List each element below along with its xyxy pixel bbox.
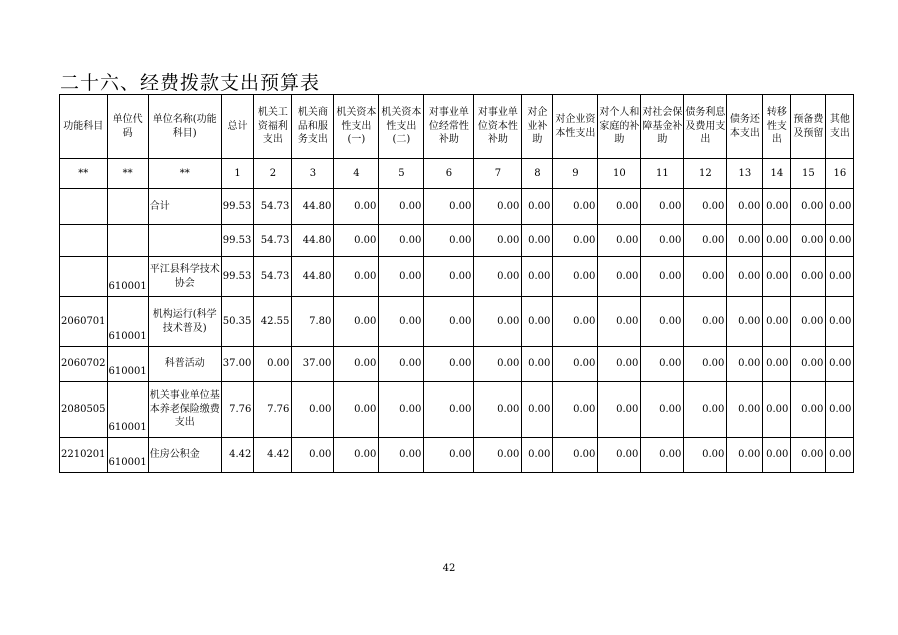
func-code-cell: 2060701: [60, 297, 108, 347]
func-code-cell: 2080505: [60, 382, 108, 438]
header-cell: 对个人和家庭的补助: [598, 95, 641, 159]
unit-name-cell: 科普活动: [148, 347, 221, 382]
unit-code-cell: 610001: [107, 382, 148, 438]
header-cell: 机关资本性支出(一): [334, 95, 379, 159]
header-cell: 债务还本支出: [727, 95, 763, 159]
index-cell: 8: [522, 159, 553, 189]
value-cell: 0.00: [424, 347, 474, 382]
value-cell: 0.00: [553, 382, 598, 438]
total-cell: 99.53: [221, 257, 254, 297]
unit-name-cell: 合计: [148, 189, 221, 225]
value-cell: 0.00: [334, 257, 379, 297]
value-cell: 0.00: [379, 438, 424, 473]
index-cell: 2: [254, 159, 292, 189]
value-cell: 0.00: [641, 382, 684, 438]
value-cell: 0.00: [826, 347, 854, 382]
value-cell: 0.00: [379, 189, 424, 225]
index-cell: 16: [826, 159, 854, 189]
value-cell: 0.00: [641, 225, 684, 257]
table-row: [60, 225, 854, 257]
value-cell: 0.00: [763, 189, 791, 225]
table-row: [60, 347, 854, 382]
value-cell: 0.00: [553, 257, 598, 297]
func-code-cell: [60, 189, 108, 225]
value-cell: 7.76: [254, 382, 292, 438]
unit-name-cell: 机构运行(科学技术普及): [148, 297, 221, 347]
value-cell: 0.00: [334, 382, 379, 438]
index-cell: 9: [553, 159, 598, 189]
value-cell: 0.00: [641, 297, 684, 347]
table-row: [60, 257, 854, 297]
value-cell: 0.00: [763, 438, 791, 473]
value-cell: 0.00: [474, 225, 522, 257]
value-cell: 0.00: [826, 438, 854, 473]
index-cell: 13: [727, 159, 763, 189]
value-cell: 0.00: [424, 189, 474, 225]
func-code-cell: [60, 257, 108, 297]
value-cell: 0.00: [763, 225, 791, 257]
index-cell: 12: [684, 159, 727, 189]
func-code-cell: 2060702: [60, 347, 108, 382]
unit-code-cell: 610001: [107, 347, 148, 382]
value-cell: 0.00: [763, 297, 791, 347]
index-cell: **: [60, 159, 108, 189]
header-cell: 功能科目: [60, 95, 108, 159]
value-cell: 0.00: [292, 438, 334, 473]
value-cell: 42.55: [254, 297, 292, 347]
header-row: [60, 95, 854, 159]
value-cell: 0.00: [641, 438, 684, 473]
header-cell: 机关资本性支出(二): [379, 95, 424, 159]
value-cell: 0.00: [791, 257, 826, 297]
value-cell: 0.00: [474, 189, 522, 225]
header-cell: 机关工资福利支出: [254, 95, 292, 159]
value-cell: 0.00: [791, 438, 826, 473]
value-cell: 0.00: [474, 297, 522, 347]
value-cell: 0.00: [763, 257, 791, 297]
index-cell: 3: [292, 159, 334, 189]
index-cell: **: [107, 159, 148, 189]
value-cell: 0.00: [474, 347, 522, 382]
value-cell: 0.00: [727, 189, 763, 225]
value-cell: 0.00: [292, 382, 334, 438]
value-cell: 44.80: [292, 257, 334, 297]
value-cell: 0.00: [826, 189, 854, 225]
unit-name-cell: [148, 225, 221, 257]
header-cell: 对企业资本性支出: [553, 95, 598, 159]
value-cell: 0.00: [791, 347, 826, 382]
value-cell: 0.00: [826, 225, 854, 257]
value-cell: 0.00: [641, 189, 684, 225]
index-cell: 14: [763, 159, 791, 189]
value-cell: 0.00: [791, 225, 826, 257]
page-number: 42: [442, 563, 456, 574]
value-cell: 0.00: [553, 438, 598, 473]
total-cell: 99.53: [221, 225, 254, 257]
value-cell: 0.00: [727, 225, 763, 257]
func-code-cell: 2210201: [60, 438, 108, 473]
unit-code-cell: [107, 189, 148, 225]
index-cell: 1: [221, 159, 254, 189]
value-cell: 44.80: [292, 225, 334, 257]
header-cell: 其他支出: [826, 95, 854, 159]
header-cell: 预备费及预留: [791, 95, 826, 159]
total-cell: 4.42: [221, 438, 254, 473]
value-cell: 54.73: [254, 257, 292, 297]
value-cell: 7.80: [292, 297, 334, 347]
index-cell: 6: [424, 159, 474, 189]
value-cell: 0.00: [424, 438, 474, 473]
index-cell: 15: [791, 159, 826, 189]
budget-table: [59, 94, 854, 473]
header-cell: 总计: [221, 95, 254, 159]
value-cell: 0.00: [598, 297, 641, 347]
value-cell: 0.00: [379, 347, 424, 382]
value-cell: 0.00: [334, 189, 379, 225]
value-cell: 0.00: [424, 382, 474, 438]
value-cell: 0.00: [727, 257, 763, 297]
value-cell: 0.00: [727, 297, 763, 347]
unit-code-cell: 610001: [107, 297, 148, 347]
table-row: [60, 189, 854, 225]
index-row: [60, 159, 854, 189]
value-cell: 0.00: [598, 438, 641, 473]
value-cell: 0.00: [522, 347, 553, 382]
value-cell: 0.00: [684, 189, 727, 225]
index-cell: **: [148, 159, 221, 189]
value-cell: 0.00: [522, 189, 553, 225]
value-cell: 0.00: [684, 297, 727, 347]
index-cell: 5: [379, 159, 424, 189]
value-cell: 0.00: [474, 438, 522, 473]
header-cell: 对企业补助: [522, 95, 553, 159]
header-cell: 对事业单位资本性补助: [474, 95, 522, 159]
unit-name-cell: 平江县科学技术协会: [148, 257, 221, 297]
value-cell: 0.00: [791, 189, 826, 225]
value-cell: 0.00: [334, 297, 379, 347]
value-cell: 4.42: [254, 438, 292, 473]
unit-name-cell: 机关事业单位基本养老保险缴费支出: [148, 382, 221, 438]
value-cell: 0.00: [791, 297, 826, 347]
value-cell: 0.00: [424, 225, 474, 257]
index-cell: 10: [598, 159, 641, 189]
unit-code-cell: 610001: [107, 257, 148, 297]
value-cell: 0.00: [684, 438, 727, 473]
value-cell: 0.00: [598, 257, 641, 297]
value-cell: 0.00: [727, 438, 763, 473]
value-cell: 0.00: [522, 297, 553, 347]
index-cell: 7: [474, 159, 522, 189]
value-cell: 0.00: [522, 257, 553, 297]
value-cell: 0.00: [598, 382, 641, 438]
unit-name-cell: 住房公积金: [148, 438, 221, 473]
value-cell: 0.00: [553, 347, 598, 382]
value-cell: 0.00: [553, 297, 598, 347]
header-cell: 转移性支出: [763, 95, 791, 159]
func-code-cell: [60, 225, 108, 257]
value-cell: 0.00: [334, 347, 379, 382]
value-cell: 0.00: [474, 382, 522, 438]
total-cell: 99.53: [221, 189, 254, 225]
header-cell: 对社会保障基金补助: [641, 95, 684, 159]
value-cell: 0.00: [826, 297, 854, 347]
table-title: 二十六、经费拨款支出预算表: [60, 72, 321, 94]
unit-code-cell: 610001: [107, 438, 148, 473]
header-cell: 单位代码: [107, 95, 148, 159]
total-cell: 7.76: [221, 382, 254, 438]
header-cell: 单位名称(功能科目): [148, 95, 221, 159]
value-cell: 0.00: [684, 225, 727, 257]
value-cell: 37.00: [292, 347, 334, 382]
value-cell: 44.80: [292, 189, 334, 225]
value-cell: 0.00: [254, 347, 292, 382]
value-cell: 0.00: [791, 382, 826, 438]
value-cell: 0.00: [553, 189, 598, 225]
header-cell: 债务利息及费用支出: [684, 95, 727, 159]
unit-code-cell: [107, 225, 148, 257]
header-cell: 机关商品和服务支出: [292, 95, 334, 159]
value-cell: 0.00: [826, 382, 854, 438]
header-cell: 对事业单位经常性补助: [424, 95, 474, 159]
value-cell: 0.00: [553, 225, 598, 257]
value-cell: 0.00: [727, 347, 763, 382]
value-cell: 0.00: [379, 257, 424, 297]
value-cell: 0.00: [379, 297, 424, 347]
value-cell: 54.73: [254, 225, 292, 257]
value-cell: 0.00: [598, 189, 641, 225]
value-cell: 0.00: [522, 382, 553, 438]
value-cell: 0.00: [424, 257, 474, 297]
value-cell: 0.00: [522, 225, 553, 257]
value-cell: 0.00: [684, 347, 727, 382]
value-cell: 0.00: [334, 225, 379, 257]
table-row: [60, 297, 854, 347]
value-cell: 0.00: [379, 225, 424, 257]
value-cell: 0.00: [684, 382, 727, 438]
total-cell: 37.00: [221, 347, 254, 382]
value-cell: 0.00: [474, 257, 522, 297]
table-row: [60, 438, 854, 473]
value-cell: 0.00: [763, 382, 791, 438]
value-cell: 0.00: [598, 225, 641, 257]
index-cell: 4: [334, 159, 379, 189]
value-cell: 0.00: [522, 438, 553, 473]
value-cell: 0.00: [763, 347, 791, 382]
value-cell: 0.00: [424, 297, 474, 347]
value-cell: 0.00: [641, 257, 684, 297]
value-cell: 0.00: [826, 257, 854, 297]
index-cell: 11: [641, 159, 684, 189]
value-cell: 0.00: [684, 257, 727, 297]
value-cell: 0.00: [727, 382, 763, 438]
value-cell: 0.00: [334, 438, 379, 473]
value-cell: 0.00: [379, 382, 424, 438]
value-cell: 0.00: [641, 347, 684, 382]
total-cell: 50.35: [221, 297, 254, 347]
value-cell: 0.00: [598, 347, 641, 382]
value-cell: 54.73: [254, 189, 292, 225]
table-row: [60, 382, 854, 438]
